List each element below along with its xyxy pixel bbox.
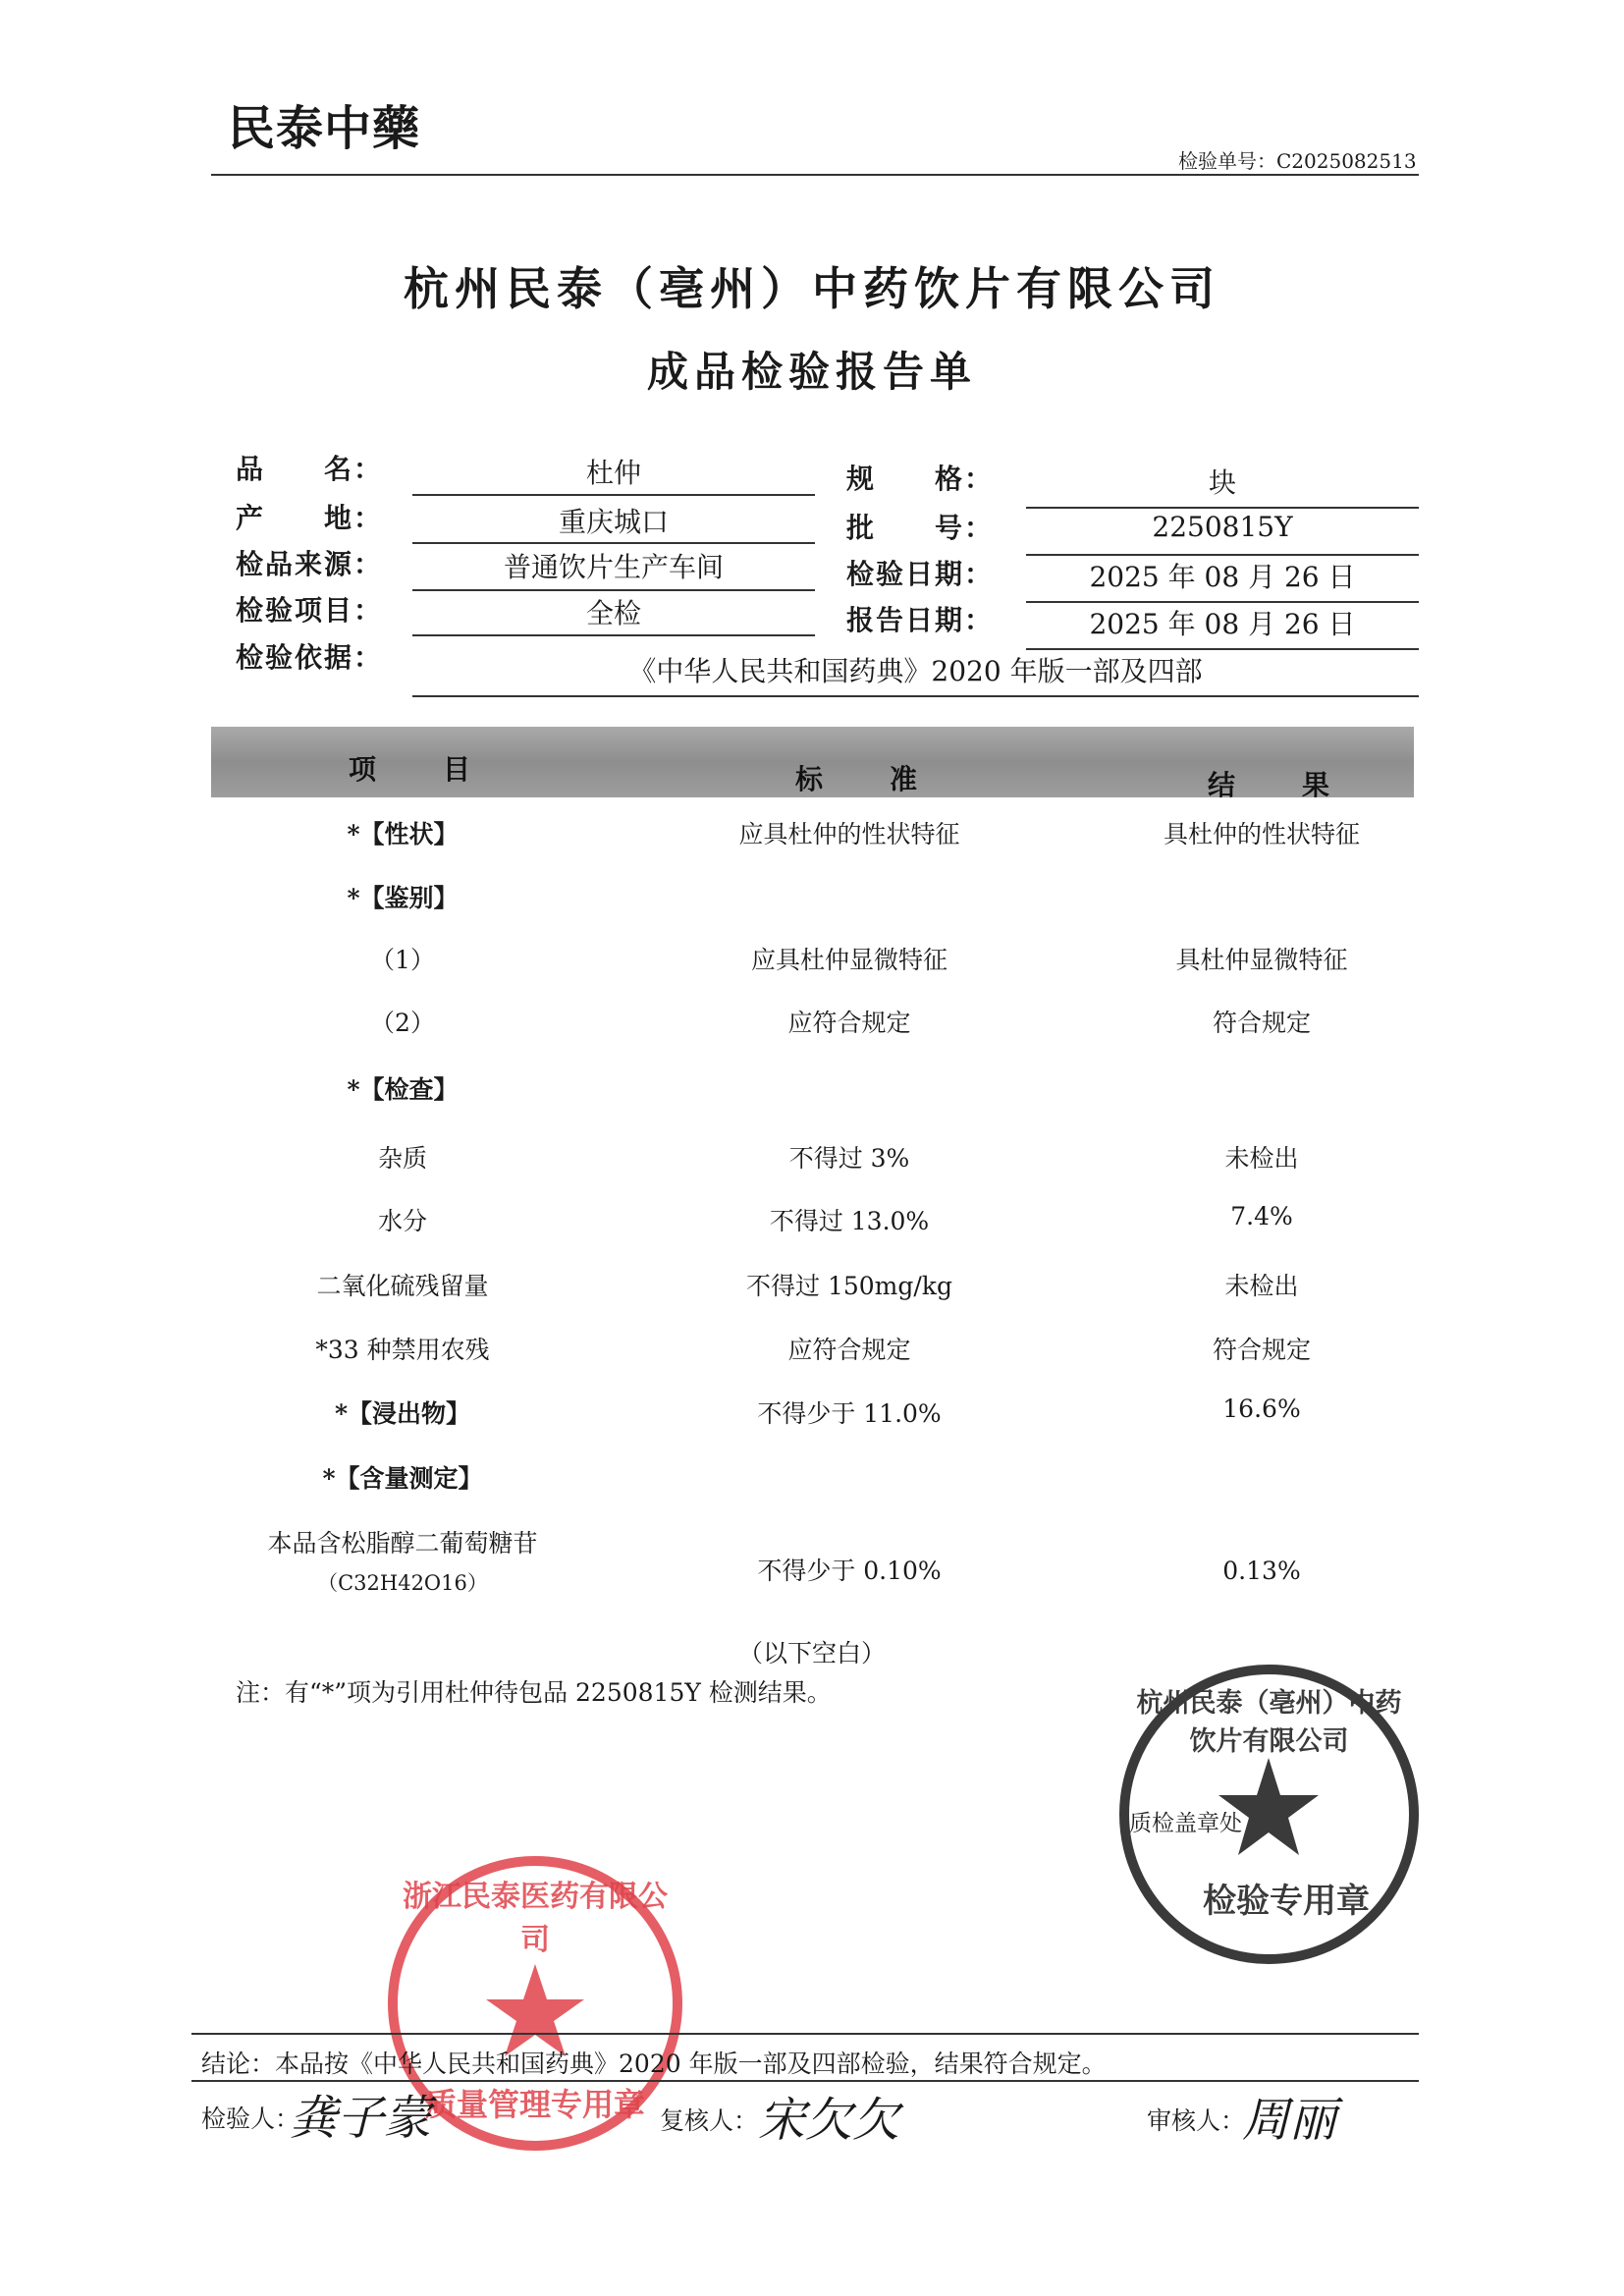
- row-standard: 应符合规定: [787, 1336, 911, 1364]
- header-item: 项 目: [349, 753, 491, 786]
- conclusion-top-line: [191, 2033, 1419, 2035]
- row-item: 杂质: [377, 1144, 427, 1173]
- red-stamp-star-icon: [486, 1964, 584, 2056]
- report-date-value: 2025 年 08 月 26 日: [1089, 608, 1356, 640]
- row-item: *【含量测定】: [322, 1464, 483, 1493]
- row-standard: 不得少于 11.0%: [757, 1399, 942, 1428]
- row-standard: 应具杜仲显微特征: [750, 946, 947, 974]
- name-underline: [412, 494, 815, 496]
- item-value: 全检: [585, 597, 641, 629]
- report-title: 成品检验报告单: [646, 348, 977, 396]
- inspection-stamp-center: 检验专用章: [1203, 1882, 1370, 1921]
- origin-label: 产 地：: [236, 502, 384, 534]
- source-underline: [412, 589, 815, 591]
- item-label: 检验项目：: [236, 594, 384, 627]
- item-underline: [412, 634, 815, 636]
- footnote: 注：有“*”项为引用杜仲待包品 2250815Y 检测结果。: [236, 1678, 832, 1707]
- reviewer-label: 复核人：: [660, 2106, 759, 2135]
- basis-value: 《中华人民共和国药典》2020 年版一部及四部: [628, 655, 1203, 687]
- inspect-date-label: 检验日期：: [846, 558, 995, 590]
- name-label: 品 名：: [236, 453, 384, 485]
- row-result: 符合规定: [1212, 1336, 1311, 1364]
- source-value: 普通饮片生产车间: [503, 551, 724, 583]
- assay-item-line1: 本品含松脂醇二葡萄糖苷: [267, 1529, 538, 1558]
- row-item: *【检查】: [347, 1075, 459, 1104]
- header-result: 结 果: [1208, 769, 1350, 801]
- row-standard: 应符合规定: [787, 1009, 911, 1037]
- company-name: 杭州民泰（亳州）中药饮片有限公司: [404, 262, 1220, 315]
- row-item: 二氧化硫残留量: [316, 1272, 489, 1300]
- header-standard: 标 准: [795, 763, 938, 795]
- row-standard: 应具杜仲的性状特征: [738, 820, 960, 848]
- inspector-signature: 龚子蒙: [290, 2091, 432, 2146]
- origin-underline: [412, 542, 815, 544]
- row-item: （2）: [370, 1009, 435, 1037]
- row-standard: 不得过 13.0%: [769, 1207, 930, 1235]
- assay-standard: 不得少于 0.10%: [757, 1557, 942, 1585]
- stamp-overlay-text: 质检盖章处: [1129, 1811, 1242, 1836]
- basis-label: 检验依据：: [236, 641, 384, 674]
- approver-label: 审核人：: [1147, 2106, 1246, 2135]
- basis-underline: [412, 695, 1419, 697]
- row-result: 未检出: [1224, 1144, 1299, 1173]
- quality-stamp-center: 质量管理专用章: [424, 2086, 645, 2123]
- row-result: 具杜仲显微特征: [1175, 946, 1348, 974]
- batch-label: 批 号：: [846, 512, 995, 544]
- spec-underline: [1026, 507, 1419, 509]
- company-logo: 民泰中藥: [228, 101, 421, 156]
- row-result: 16.6%: [1222, 1394, 1301, 1423]
- conclusion: 结论：本品按《中华人民共和国药典》2020 年版一部及四部检验，结果符合规定。: [201, 2050, 1107, 2078]
- approver-signature: 周丽: [1242, 2093, 1337, 2148]
- row-item: 水分: [377, 1207, 427, 1235]
- assay-result: 0.13%: [1222, 1557, 1301, 1585]
- source-label: 检品来源：: [236, 548, 384, 580]
- inspection-stamp-ring-text: 杭州民泰（亳州）中药饮片有限公司: [1136, 1688, 1402, 1757]
- report-date-label: 报告日期：: [846, 604, 995, 636]
- row-result: 7.4%: [1230, 1202, 1293, 1230]
- origin-value: 重庆城口: [558, 506, 669, 538]
- assay-item-line2: （C32H42O16）: [317, 1571, 488, 1595]
- row-item: *33 种禁用农残: [315, 1336, 490, 1364]
- row-item: *【鉴别】: [347, 884, 459, 912]
- spec-label: 规 格：: [846, 463, 995, 495]
- row-standard: 不得过 3%: [788, 1144, 910, 1173]
- row-item: *【性状】: [347, 820, 459, 848]
- row-result: 未检出: [1224, 1272, 1299, 1300]
- inspector-label: 检验人：: [201, 2105, 300, 2133]
- row-item: （1）: [370, 946, 435, 974]
- inspect-date-value: 2025 年 08 月 26 日: [1089, 561, 1356, 593]
- blank-note: （以下空白）: [737, 1639, 886, 1667]
- spec-value: 块: [1208, 466, 1236, 499]
- quality-stamp-ring-text: 浙江民泰医药有限公司: [403, 1880, 668, 1957]
- row-result: 符合规定: [1212, 1009, 1311, 1037]
- row-result: 具杜仲的性状特征: [1163, 820, 1360, 848]
- row-standard: 不得过 150mg/kg: [746, 1272, 952, 1300]
- inspection-number: 检验单号：C2025082513: [1178, 149, 1417, 173]
- name-value: 杜仲: [585, 457, 641, 489]
- row-item: *【浸出物】: [334, 1399, 471, 1428]
- batch-value: 2250815Y: [1152, 511, 1293, 543]
- header-divider: [211, 174, 1419, 176]
- reviewer-signature: 宋欠欠: [758, 2093, 900, 2148]
